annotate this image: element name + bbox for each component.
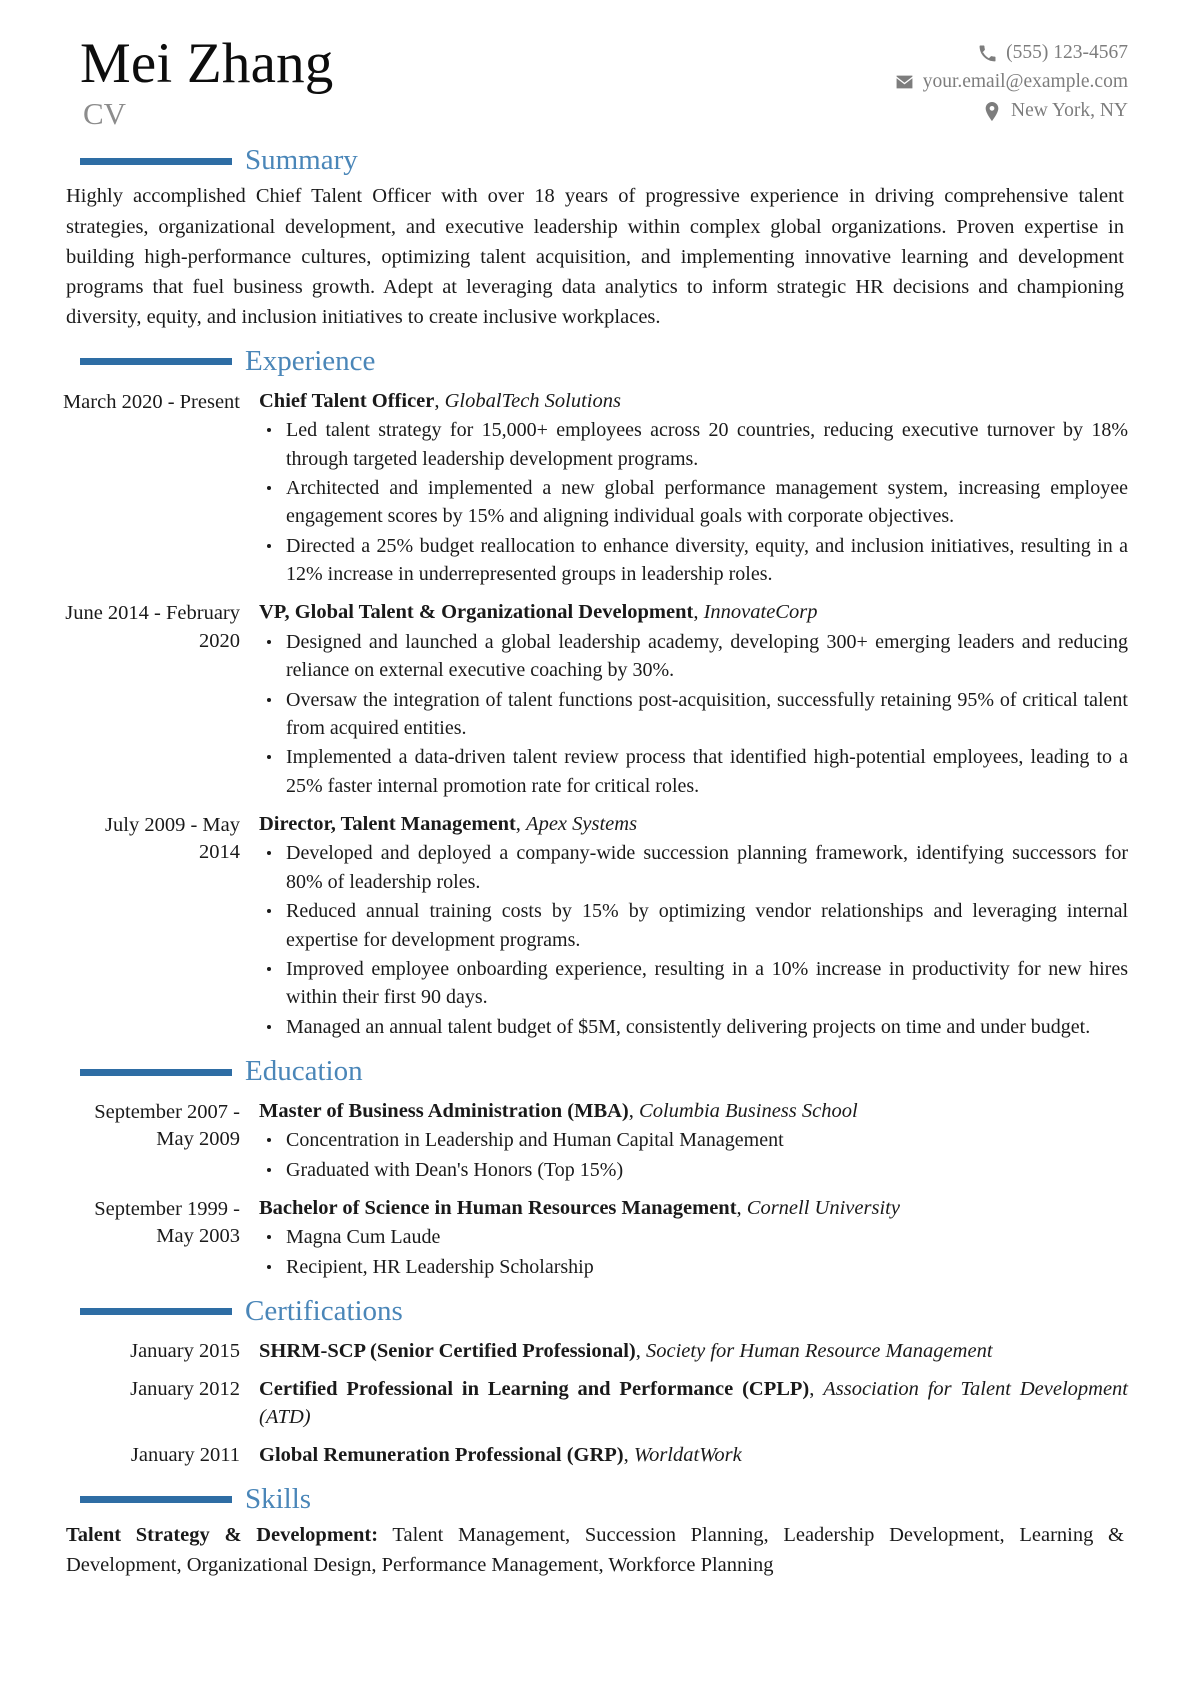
bullet-item: Improved employee onboarding experience, resulting in a 10% increase in productivity for new hires within their first 90 days. bbox=[259, 955, 1128, 1012]
education-title: Bachelor of Science in Human Resources Management, Cornell University bbox=[259, 1196, 900, 1219]
identity-block bbox=[62, 34, 334, 131]
certification-issuer: Society for Human Resource Management bbox=[646, 1339, 993, 1362]
bullet-list bbox=[259, 839, 1128, 1041]
entry-row bbox=[62, 1195, 1128, 1282]
page-title: Mei Zhang bbox=[80, 32, 334, 95]
section-rule bbox=[80, 1069, 232, 1076]
entry-body bbox=[259, 1441, 1128, 1470]
entry-primary-text: Chief Talent Officer bbox=[259, 389, 435, 412]
certification-row bbox=[62, 1337, 1128, 1366]
skills-list bbox=[62, 1520, 1128, 1580]
entry-body bbox=[259, 1337, 1128, 1366]
entry-body bbox=[259, 599, 1128, 801]
section-heading-skills bbox=[62, 1484, 1128, 1516]
section-title-skills: Skills bbox=[245, 1482, 312, 1515]
section-rule bbox=[80, 1308, 232, 1315]
experience-date: June 2014 - February 2020 bbox=[65, 602, 240, 652]
entry-body bbox=[259, 1195, 1128, 1282]
bullet-item: Reduced annual training costs by 15% by optimizing vendor relationships and leveraging internal expertise for development programs. bbox=[259, 897, 1128, 954]
section-title-education: Education bbox=[245, 1055, 363, 1088]
education-title: Master of Business Administration (MBA), Columbia Business School bbox=[259, 1099, 858, 1122]
section-rule bbox=[80, 158, 232, 165]
entry-secondary-text: InnovateCorp bbox=[703, 601, 818, 624]
envelope-icon bbox=[895, 73, 914, 92]
summary-text: Highly accomplished Chief Talent Officer with over 18 years of progressive experience in driving comprehensive talent strategies, organizational development, and executive leadership within complex global organizations. Proven expertise in building high-performance cultures, optimizing talent acquisition, and implementing innovative learning and development programs that fuel business growth. Adept at leveraging data analytics to inform strategic HR decisions and championing diversity, equity, and inclusion initiatives to create inclusive workplaces. bbox=[66, 185, 1124, 328]
location-text: New York, NY bbox=[1010, 100, 1128, 121]
entry-secondary-text: Columbia Business School bbox=[639, 1099, 858, 1122]
experience-date: July 2009 - May 2014 bbox=[105, 814, 240, 864]
certification-date: January 2015 bbox=[130, 1339, 240, 1362]
section-title-certifications: Certifications bbox=[245, 1295, 403, 1328]
entry-row bbox=[62, 599, 1128, 801]
section-title-experience: Experience bbox=[245, 345, 376, 377]
entry-secondary-text: Cornell University bbox=[746, 1196, 900, 1219]
skill-category: Talent Strategy & Development: bbox=[66, 1523, 379, 1546]
certification-title: Certified Professional in Learning and Performance (CPLP), Association for Talent Development (ATD) bbox=[259, 1377, 1128, 1429]
bullet-item: Developed and deployed a company-wide succession planning framework, identifying successors for 80% of leadership roles. bbox=[259, 839, 1128, 896]
skill-group: Talent Strategy & Development: Talent Management, Succession Planning, Leadership Development, Learning & Development, Organizational Design, Performance Management, Workforce Planning bbox=[66, 1523, 1124, 1576]
experience-title: Director, Talent Management, Apex Systems bbox=[259, 813, 638, 836]
email-text: your.email@example.com bbox=[922, 71, 1128, 92]
certification-date: January 2012 bbox=[130, 1377, 240, 1400]
entry-primary-text: Director, Talent Management bbox=[259, 813, 516, 836]
bullet-item: Designed and launched a global leadership academy, developing 300+ emerging leaders and reducing reliance on external executive coaching by 30%. bbox=[259, 628, 1128, 685]
section-heading-education bbox=[62, 1056, 1128, 1088]
certification-name: Global Remuneration Professional (GRP) bbox=[259, 1443, 624, 1466]
contact-block bbox=[895, 34, 1128, 129]
certification-date: January 2011 bbox=[130, 1443, 240, 1466]
entry-primary-text: Bachelor of Science in Human Resources Management bbox=[259, 1196, 737, 1219]
entry-row bbox=[62, 388, 1128, 590]
education-list bbox=[62, 1098, 1128, 1282]
contact-phone bbox=[895, 42, 1128, 64]
section-rule bbox=[80, 358, 232, 365]
phone-icon bbox=[978, 44, 997, 63]
bullet-item: Magna Cum Laude bbox=[259, 1223, 1128, 1251]
education-date: September 1999 - May 2003 bbox=[94, 1197, 240, 1248]
bullet-item: Oversaw the integration of talent functions post-acquisition, successfully retaining 95% of critical talent from acquired entities. bbox=[259, 686, 1128, 743]
experience-list bbox=[62, 388, 1128, 1042]
entry-primary-text: VP, Global Talent & Organizational Development bbox=[259, 601, 694, 624]
certification-row bbox=[62, 1375, 1128, 1432]
experience-date: March 2020 - Present bbox=[62, 390, 240, 413]
bullet-item: Directed a 25% budget reallocation to enhance diversity, equity, and inclusion initiatives, resulting in a 12% increase in underrepresented groups in leadership roles. bbox=[259, 532, 1128, 589]
phone-text: (555) 123-4567 bbox=[1006, 42, 1128, 63]
experience-title: VP, Global Talent & Organizational Development, InnovateCorp bbox=[259, 601, 818, 624]
bullet-item: Implemented a data-driven talent review process that identified high-potential employees, leading to a 25% faster internal promotion rate for critical roles. bbox=[259, 743, 1128, 800]
bullet-item: Led talent strategy for 15,000+ employees across 20 countries, reducing executive turnover by 18% through targeted leadership development programs. bbox=[259, 416, 1128, 473]
entry-secondary-text: GlobalTech Solutions bbox=[444, 389, 621, 412]
map-pin-icon bbox=[983, 102, 1002, 121]
entry-row bbox=[62, 811, 1128, 1042]
bullet-item: Concentration in Leadership and Human Capital Management bbox=[259, 1126, 1128, 1154]
certification-title: SHRM-SCP (Senior Certified Professional), Society for Human Resource Management bbox=[259, 1339, 993, 1362]
contact-email bbox=[895, 71, 1128, 93]
experience-title: Chief Talent Officer, GlobalTech Solutions bbox=[259, 389, 621, 412]
entry-body bbox=[259, 388, 1128, 590]
bullet-list bbox=[259, 1126, 1128, 1184]
certification-issuer: WorldatWork bbox=[633, 1443, 742, 1466]
document-subtitle: CV bbox=[83, 95, 127, 131]
entry-row bbox=[62, 1098, 1128, 1185]
contact-location bbox=[895, 100, 1128, 122]
entry-primary-text: Master of Business Administration (MBA) bbox=[259, 1099, 629, 1122]
certification-issuer: Association for Talent Development (ATD) bbox=[259, 1377, 1128, 1429]
bullet-item: Graduated with Dean's Honors (Top 15%) bbox=[259, 1156, 1128, 1184]
bullet-item: Recipient, HR Leadership Scholarship bbox=[259, 1253, 1128, 1281]
education-date: September 2007 - May 2009 bbox=[94, 1100, 240, 1151]
bullet-list bbox=[259, 1223, 1128, 1281]
bullet-item: Architected and implemented a new global performance management system, increasing employee engagement scores by 15% and aligning individual goals with corporate objectives. bbox=[259, 474, 1128, 531]
certification-name: SHRM-SCP (Senior Certified Professional) bbox=[259, 1339, 636, 1362]
bullet-list bbox=[259, 416, 1128, 588]
section-title-summary: Summary bbox=[245, 144, 358, 177]
section-heading-certifications bbox=[62, 1296, 1128, 1328]
entry-body bbox=[259, 811, 1128, 1042]
certification-name: Certified Professional in Learning and Performance (CPLP) bbox=[259, 1377, 810, 1400]
bullet-list bbox=[259, 628, 1128, 800]
certifications-list bbox=[62, 1337, 1128, 1470]
entry-body bbox=[259, 1098, 1128, 1185]
section-heading-experience bbox=[62, 346, 1128, 378]
section-heading-summary bbox=[62, 145, 1128, 177]
section-rule bbox=[80, 1496, 232, 1503]
certification-row bbox=[62, 1441, 1128, 1470]
bullet-item: Managed an annual talent budget of $5M, consistently delivering projects on time and under budget. bbox=[259, 1013, 1128, 1041]
certification-title: Global Remuneration Professional (GRP), WorldatWork bbox=[259, 1443, 742, 1466]
entry-body bbox=[259, 1375, 1128, 1432]
cv-header bbox=[62, 34, 1128, 131]
entry-secondary-text: Apex Systems bbox=[526, 813, 638, 836]
